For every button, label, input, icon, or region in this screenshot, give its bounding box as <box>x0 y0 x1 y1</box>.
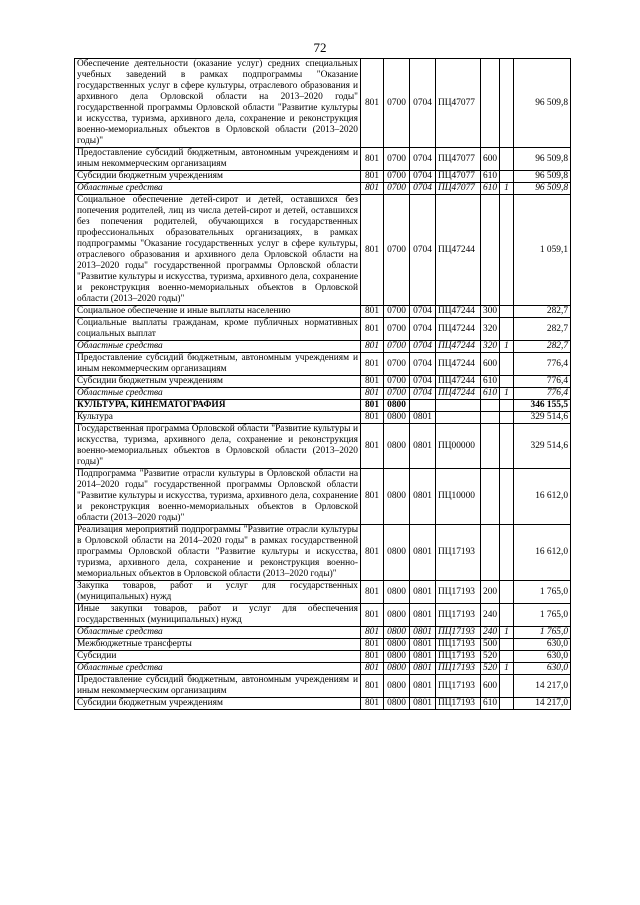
amount-cell: 282,7 <box>514 341 571 353</box>
funding-source-cell <box>500 469 514 525</box>
expense-type-cell: 600 <box>481 675 500 698</box>
grbs-code-cell: 801 <box>361 639 384 651</box>
funding-source-cell <box>500 59 514 148</box>
section-code-cell: 0800 <box>384 412 410 424</box>
grbs-code-cell: 801 <box>361 341 384 353</box>
section-code-cell: 0800 <box>384 424 410 469</box>
page-number: 72 <box>313 40 327 55</box>
amount-cell: 630,0 <box>514 639 571 651</box>
table-row <box>75 627 571 639</box>
row-name-cell: Социальное обеспечение детей-сирот и детей, оставшихся без попечения родителей, лиц из числа детей-сирот и детей, оставшихся без попечения родителей, обучающихся в государственных профессиональных образовательных организациях, в рамках подпрограммы "Оказание государственных услуг в сфере культуры, отраслевого образования и архивного дела Орловской области на 2013–2020 годы" государственной программы Орловской области "Развитие культуры и искусства, туризма, архивного дела, сохранение и реконструкция военно-мемориальных объектов в Орловской области (2013–2020 годы)" <box>75 195 361 306</box>
grbs-code-cell: 801 <box>361 675 384 698</box>
expense-type-cell: 610 <box>481 171 500 183</box>
grbs-code-cell: 801 <box>361 469 384 525</box>
budget-table <box>74 58 571 710</box>
funding-source-cell <box>500 651 514 663</box>
amount-cell: 776,4 <box>514 388 571 400</box>
amount-cell: 329 514,6 <box>514 412 571 424</box>
section-code-cell: 0700 <box>384 195 410 306</box>
subsection-code-cell: 0704 <box>410 195 436 306</box>
subsection-code-cell: 0801 <box>410 663 436 675</box>
section-code-cell: 0700 <box>384 318 410 341</box>
grbs-code-cell: 801 <box>361 195 384 306</box>
subsection-code-cell <box>410 400 436 412</box>
section-code-cell: 0800 <box>384 604 410 627</box>
section-code-cell: 0800 <box>384 525 410 581</box>
target-article-cell: ПЦ00000 <box>436 424 481 469</box>
subsection-code-cell: 0704 <box>410 306 436 318</box>
grbs-code-cell: 801 <box>361 400 384 412</box>
expense-type-cell: 610 <box>481 388 500 400</box>
row-name-cell: КУЛЬТУРА, КИНЕМАТОГРАФИЯ <box>75 400 361 412</box>
grbs-code-cell: 801 <box>361 412 384 424</box>
subsection-code-cell: 0801 <box>410 469 436 525</box>
row-name-cell: Социальное обеспечение и иные выплаты населению <box>75 306 361 318</box>
amount-cell: 96 509,8 <box>514 171 571 183</box>
funding-source-cell: 1 <box>500 663 514 675</box>
funding-source-cell <box>500 171 514 183</box>
table-row <box>75 400 571 412</box>
target-article-cell: ПЦ47077 <box>436 183 481 195</box>
funding-source-cell <box>500 604 514 627</box>
row-name-cell: Областные средства <box>75 663 361 675</box>
amount-cell: 776,4 <box>514 353 571 376</box>
section-code-cell: 0700 <box>384 341 410 353</box>
funding-source-cell <box>500 525 514 581</box>
expense-type-cell <box>481 412 500 424</box>
section-code-cell: 0700 <box>384 183 410 195</box>
funding-source-cell: 1 <box>500 388 514 400</box>
target-article-cell: ПЦ17193 <box>436 698 481 710</box>
expense-type-cell: 320 <box>481 341 500 353</box>
grbs-code-cell: 801 <box>361 581 384 604</box>
grbs-code-cell: 801 <box>361 651 384 663</box>
funding-source-cell <box>500 639 514 651</box>
amount-cell: 1 765,0 <box>514 604 571 627</box>
expense-type-cell: 240 <box>481 604 500 627</box>
row-name-cell: Областные средства <box>75 627 361 639</box>
table-row <box>75 353 571 376</box>
expense-type-cell: 240 <box>481 627 500 639</box>
funding-source-cell <box>500 400 514 412</box>
target-article-cell: ПЦ47244 <box>436 388 481 400</box>
amount-cell: 1 765,0 <box>514 581 571 604</box>
subsection-code-cell: 0801 <box>410 412 436 424</box>
row-name-cell: Субсидии <box>75 651 361 663</box>
target-article-cell: ПЦ17193 <box>436 663 481 675</box>
target-article-cell: ПЦ47077 <box>436 171 481 183</box>
section-code-cell: 0800 <box>384 675 410 698</box>
expense-type-cell: 200 <box>481 581 500 604</box>
funding-source-cell <box>500 376 514 388</box>
amount-cell: 14 217,0 <box>514 675 571 698</box>
row-name-cell: Субсидии бюджетным учреждениям <box>75 376 361 388</box>
funding-source-cell: 1 <box>500 183 514 195</box>
table-row <box>75 388 571 400</box>
row-name-cell: Социальные выплаты гражданам, кроме публичных нормативных социальных выплат <box>75 318 361 341</box>
subsection-code-cell: 0801 <box>410 651 436 663</box>
amount-cell: 346 155,5 <box>514 400 571 412</box>
funding-source-cell <box>500 195 514 306</box>
funding-source-cell <box>500 318 514 341</box>
funding-source-cell: 1 <box>500 627 514 639</box>
expense-type-cell: 610 <box>481 376 500 388</box>
row-name-cell: Межбюджетные трансферты <box>75 639 361 651</box>
table-row <box>75 318 571 341</box>
amount-cell: 630,0 <box>514 651 571 663</box>
amount-cell: 96 509,8 <box>514 183 571 195</box>
target-article-cell: ПЦ17193 <box>436 639 481 651</box>
subsection-code-cell: 0704 <box>410 341 436 353</box>
subsection-code-cell: 0704 <box>410 59 436 148</box>
amount-cell: 14 217,0 <box>514 698 571 710</box>
subsection-code-cell: 0704 <box>410 388 436 400</box>
subsection-code-cell: 0801 <box>410 581 436 604</box>
table-row <box>75 469 571 525</box>
grbs-code-cell: 801 <box>361 171 384 183</box>
row-name-cell: Реализация мероприятий подпрограммы "Развитие отрасли культуры в Орловской области на 2014–2020 годы" в рамках государственной программы Орловской области "Развитие культуры и искусства, туризма, архивного дела, сохранение и реконструкция военно-мемориальных объектов в Орловской области (2013–2020 годы)" <box>75 525 361 581</box>
target-article-cell: ПЦ17193 <box>436 627 481 639</box>
expense-type-cell: 300 <box>481 306 500 318</box>
section-code-cell: 0800 <box>384 698 410 710</box>
funding-source-cell <box>500 424 514 469</box>
row-name-cell: Областные средства <box>75 183 361 195</box>
expense-type-cell <box>481 424 500 469</box>
funding-source-cell <box>500 581 514 604</box>
table-row <box>75 675 571 698</box>
expense-type-cell: 610 <box>481 183 500 195</box>
table-row <box>75 424 571 469</box>
grbs-code-cell: 801 <box>361 604 384 627</box>
grbs-code-cell: 801 <box>361 698 384 710</box>
row-name-cell: Культура <box>75 412 361 424</box>
funding-source-cell <box>500 675 514 698</box>
target-article-cell: ПЦ17193 <box>436 604 481 627</box>
grbs-code-cell: 801 <box>361 627 384 639</box>
amount-cell: 1 059,1 <box>514 195 571 306</box>
row-name-cell: Государственная программа Орловской области "Развитие культуры и искусства, туризма, архивного дела, сохранение и реконструкция военно-мемориальных объектов в Орловской области (2013–2020 годы)" <box>75 424 361 469</box>
row-name-cell: Закупка товаров, работ и услуг для государственных (муниципальных) нужд <box>75 581 361 604</box>
row-name-cell: Иные закупки товаров, работ и услуг для обеспечения государственных (муниципальных) нужд <box>75 604 361 627</box>
row-name-cell: Предоставление субсидий бюджетным, автономным учреждениям и иным некоммерческим организациям <box>75 148 361 171</box>
section-code-cell: 0700 <box>384 306 410 318</box>
target-article-cell: ПЦ17193 <box>436 525 481 581</box>
row-name-cell: Областные средства <box>75 388 361 400</box>
expense-type-cell: 500 <box>481 639 500 651</box>
target-article-cell: ПЦ47244 <box>436 341 481 353</box>
subsection-code-cell: 0801 <box>410 627 436 639</box>
amount-cell: 96 509,8 <box>514 148 571 171</box>
subsection-code-cell: 0704 <box>410 148 436 171</box>
target-article-cell: ПЦ47244 <box>436 376 481 388</box>
expense-type-cell: 610 <box>481 698 500 710</box>
funding-source-cell <box>500 353 514 376</box>
table-row <box>75 698 571 710</box>
row-name-cell: Подпрограмма "Развитие отрасли культуры в Орловской области на 2014–2020 годы" государственной программы Орловской области "Развитие культуры и искусства, туризма, архивного дела, сохранение и реконструкция военно-мемориальных объектов в Орловской области (2013–2020 годы)" <box>75 469 361 525</box>
amount-cell: 630,0 <box>514 663 571 675</box>
grbs-code-cell: 801 <box>361 663 384 675</box>
section-code-cell: 0700 <box>384 388 410 400</box>
subsection-code-cell: 0704 <box>410 171 436 183</box>
grbs-code-cell: 801 <box>361 59 384 148</box>
grbs-code-cell: 801 <box>361 306 384 318</box>
expense-type-cell <box>481 400 500 412</box>
amount-cell: 329 514,6 <box>514 424 571 469</box>
funding-source-cell <box>500 698 514 710</box>
table-row <box>75 581 571 604</box>
expense-type-cell <box>481 469 500 525</box>
expense-type-cell: 600 <box>481 353 500 376</box>
grbs-code-cell: 801 <box>361 183 384 195</box>
subsection-code-cell: 0801 <box>410 604 436 627</box>
row-name-cell: Областные средства <box>75 341 361 353</box>
funding-source-cell <box>500 306 514 318</box>
subsection-code-cell: 0801 <box>410 639 436 651</box>
section-code-cell: 0700 <box>384 376 410 388</box>
table-row <box>75 195 571 306</box>
target-article-cell: ПЦ17193 <box>436 651 481 663</box>
target-article-cell <box>436 412 481 424</box>
target-article-cell: ПЦ17193 <box>436 675 481 698</box>
subsection-code-cell: 0801 <box>410 698 436 710</box>
amount-cell: 282,7 <box>514 318 571 341</box>
section-code-cell: 0700 <box>384 59 410 148</box>
row-name-cell: Субсидии бюджетным учреждениям <box>75 698 361 710</box>
table-row <box>75 376 571 388</box>
table-row <box>75 651 571 663</box>
target-article-cell: ПЦ47244 <box>436 353 481 376</box>
grbs-code-cell: 801 <box>361 318 384 341</box>
section-code-cell: 0800 <box>384 639 410 651</box>
table-row <box>75 604 571 627</box>
funding-source-cell <box>500 148 514 171</box>
target-article-cell: ПЦ47244 <box>436 318 481 341</box>
amount-cell: 1 765,0 <box>514 627 571 639</box>
amount-cell: 16 612,0 <box>514 525 571 581</box>
target-article-cell: ПЦ47244 <box>436 195 481 306</box>
subsection-code-cell: 0704 <box>410 318 436 341</box>
target-article-cell: ПЦ47077 <box>436 148 481 171</box>
expense-type-cell: 520 <box>481 651 500 663</box>
row-name-cell: Обеспечение деятельности (оказание услуг) средних специальных учебных заведений в рамках подпрограммы "Оказание государственных услуг в сфере культуры, отраслевого образования и архивного дела Орловской области на 2013–2020 годы" государственной программы Орловской области "Развитие культуры и искусства, туризма, архивного дела, сохранение и реконструкция военно-мемориальных объектов в Орловской области (2013–2020 годы)" <box>75 59 361 148</box>
table-row <box>75 341 571 353</box>
section-code-cell: 0800 <box>384 581 410 604</box>
target-article-cell: ПЦ17193 <box>436 581 481 604</box>
grbs-code-cell: 801 <box>361 376 384 388</box>
table-body <box>75 59 571 710</box>
target-article-cell: ПЦ47244 <box>436 306 481 318</box>
table-row <box>75 639 571 651</box>
table-row <box>75 59 571 148</box>
grbs-code-cell: 801 <box>361 525 384 581</box>
table-row <box>75 663 571 675</box>
amount-cell: 282,7 <box>514 306 571 318</box>
expense-type-cell <box>481 59 500 148</box>
table-row <box>75 412 571 424</box>
expense-type-cell <box>481 195 500 306</box>
table-row <box>75 148 571 171</box>
subsection-code-cell: 0801 <box>410 424 436 469</box>
section-code-cell: 0800 <box>384 663 410 675</box>
table-row <box>75 183 571 195</box>
section-code-cell: 0800 <box>384 469 410 525</box>
grbs-code-cell: 801 <box>361 388 384 400</box>
expense-type-cell <box>481 525 500 581</box>
amount-cell: 96 509,8 <box>514 59 571 148</box>
expense-type-cell: 320 <box>481 318 500 341</box>
section-code-cell: 0700 <box>384 353 410 376</box>
grbs-code-cell: 801 <box>361 424 384 469</box>
row-name-cell: Предоставление субсидий бюджетным, автономным учреждениям и иным некоммерческим организациям <box>75 353 361 376</box>
grbs-code-cell: 801 <box>361 353 384 376</box>
amount-cell: 16 612,0 <box>514 469 571 525</box>
row-name-cell: Предоставление субсидий бюджетным, автономным учреждениям и иным некоммерческим организациям <box>75 675 361 698</box>
table-row <box>75 171 571 183</box>
table-row <box>75 525 571 581</box>
section-code-cell: 0800 <box>384 651 410 663</box>
section-code-cell: 0800 <box>384 400 410 412</box>
target-article-cell: ПЦ47077 <box>436 59 481 148</box>
expense-type-cell: 520 <box>481 663 500 675</box>
funding-source-cell <box>500 412 514 424</box>
subsection-code-cell: 0801 <box>410 525 436 581</box>
subsection-code-cell: 0704 <box>410 376 436 388</box>
grbs-code-cell: 801 <box>361 148 384 171</box>
target-article-cell: ПЦ10000 <box>436 469 481 525</box>
table-row <box>75 306 571 318</box>
subsection-code-cell: 0704 <box>410 183 436 195</box>
amount-cell: 776,4 <box>514 376 571 388</box>
section-code-cell: 0700 <box>384 171 410 183</box>
subsection-code-cell: 0704 <box>410 353 436 376</box>
section-code-cell: 0800 <box>384 627 410 639</box>
funding-source-cell: 1 <box>500 341 514 353</box>
target-article-cell <box>436 400 481 412</box>
section-code-cell: 0700 <box>384 148 410 171</box>
row-name-cell: Субсидии бюджетным учреждениям <box>75 171 361 183</box>
subsection-code-cell: 0801 <box>410 675 436 698</box>
expense-type-cell: 600 <box>481 148 500 171</box>
